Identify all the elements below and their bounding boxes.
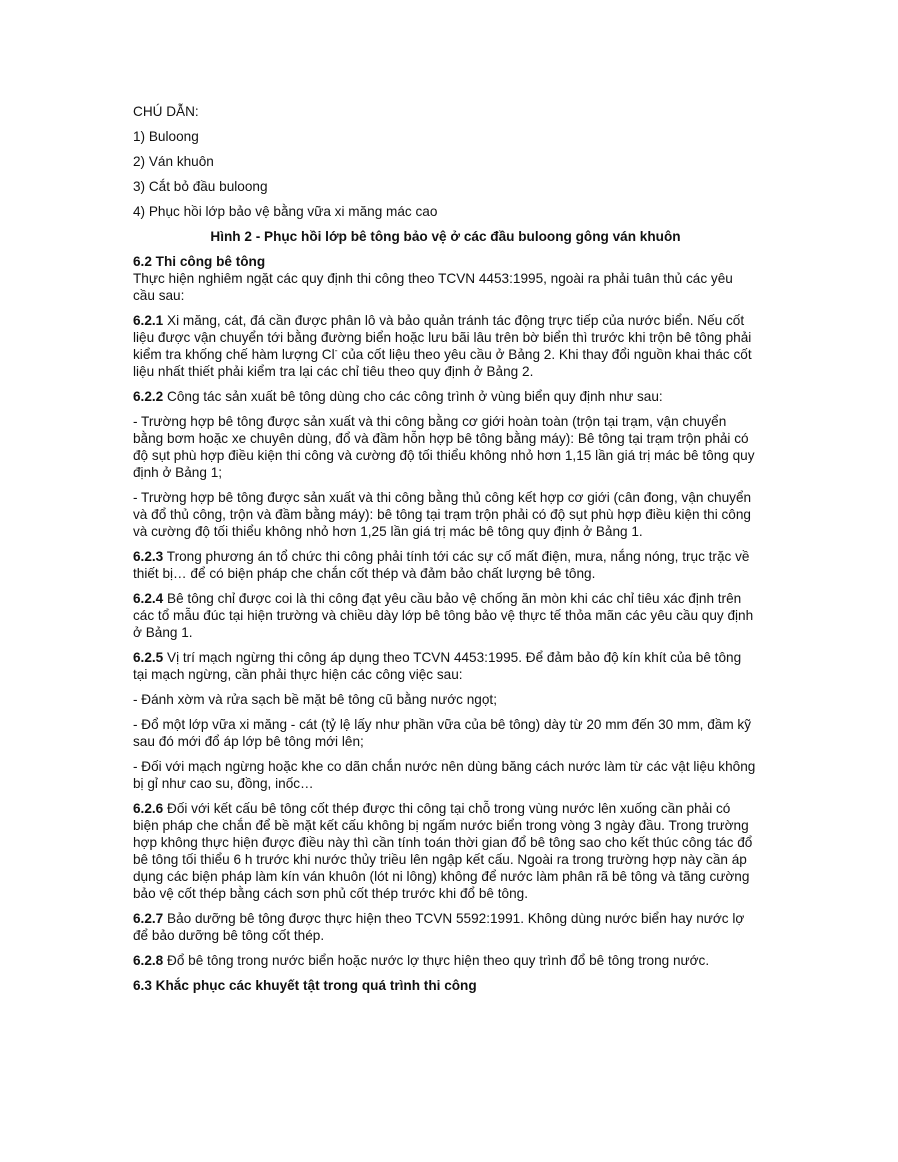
clause-text: Đối với kết cấu bê tông cốt thép được thi công tại chỗ trong vùng nước lên xuống cần phải có biện pháp che chắn để bề mặt kết cấu không bị ngấm nước biển trong vòng 3 ngày đầu. Trong trường hợp không thực hiện được điều này thì cần tính toán thời gian đổ bê tông sao cho kết thúc công tác đổ bê tông tối thiểu 6 h trước khi nước thủy triều lên ngập kết cấu. Ngoài ra trong trường hợp này cần áp dụng các biện pháp làm kín ván khuôn (lót ni lông) không để nước làm phân rã bê tông và tăng cường bảo vệ cốt thép bằng cách sơn phủ cốt thép trước khi đổ bê tông. bbox=[133, 801, 753, 901]
paragraph-6-2-4 bbox=[133, 590, 758, 641]
legend-item-3: 3) Cắt bỏ đầu buloong bbox=[133, 179, 268, 194]
legend-title: CHÚ DẪN: bbox=[133, 104, 199, 119]
clause-text: Đổ bê tông trong nước biển hoặc nước lợ thực hiện theo quy trình đổ bê tông trong nước. bbox=[163, 953, 710, 968]
clause-text: Bê tông chỉ được coi là thi công đạt yêu cầu bảo vệ chống ăn mòn khi các chỉ tiêu xác định trên các tổ mẫu đúc tại hiện trường và chiều dày lớp bê tông bảo vệ thực tế thỏa mãn các yêu cầu quy định ở Bảng 1. bbox=[133, 591, 754, 640]
clause-number: 6.2.7 bbox=[133, 911, 164, 926]
clause-text: Xi măng, cát, đá cần được phân lô và bảo quản tránh tác động trực tiếp của nước biển. Nếu cốt liệu được vận chuyển tới bằng đường biển hoặc lưu bãi lâu trên bờ biển thì trước khi trộn bê tông phải kiểm tra khống chế hàm lượng Cl bbox=[133, 313, 752, 362]
bullet-6-2-2-a: - Trường hợp bê tông được sản xuất và thi công bằng cơ giới hoàn toàn (trộn tại trạm, vận chuyển bằng bơm hoặc xe chuyên dùng, đổ và đầm hỗn hợp bê tông bằng máy): Bê tông tại trạm trộn phải có độ sụt phù hợp điều kiện thi công và cường độ tối thiểu không nhỏ hơn 1,15 lần giá trị mác bê tông quy định ở Bảng 1; bbox=[133, 414, 755, 480]
paragraph-6-2-7 bbox=[133, 910, 758, 944]
bullet-6-2-5-b: - Đổ một lớp vữa xi măng - cát (tỷ lệ lấy như phần vữa của bê tông) dày từ 20 mm đến 30 mm, đầm kỹ sau đó mới đổ áp lớp bê tông mới lên; bbox=[133, 717, 752, 749]
clause-text: Trong phương án tổ chức thi công phải tính tới các sự cố mất điện, mưa, nắng nóng, trục trặc về thiết bị… để có biện pháp che chắn cốt thép và đảm bảo chất lượng bê tông. bbox=[133, 549, 750, 581]
paragraph-6-2-1 bbox=[133, 312, 758, 380]
clause-text: Bảo dưỡng bê tông được thực hiện theo TCVN 5592:1991. Không dùng nước biển hay nước lợ để bảo dưỡng bê tông cốt thép. bbox=[133, 911, 745, 943]
clause-number: 6.2.3 bbox=[133, 549, 164, 564]
legend-item-4: 4) Phục hồi lớp bảo vệ bằng vữa xi măng mác cao bbox=[133, 204, 438, 219]
clause-number: 6.2.6 bbox=[133, 801, 164, 816]
chloride-superscript: - bbox=[334, 345, 338, 356]
section-6-2-heading: 6.2 Thi công bê tông bbox=[133, 254, 266, 269]
bullet-6-2-5-a: - Đánh xờm và rửa sạch bề mặt bê tông cũ bằng nước ngọt; bbox=[133, 692, 497, 707]
clause-number: 6.2.1 bbox=[133, 313, 164, 328]
section-6-2-intro: Thực hiện nghiêm ngặt các quy định thi công theo TCVN 4453:1995, ngoài ra phải tuân thủ các yêu cầu sau: bbox=[133, 271, 733, 303]
paragraph-6-2-5 bbox=[133, 649, 758, 683]
clause-text: Vị trí mạch ngừng thi công áp dụng theo TCVN 4453:1995. Để đảm bảo độ kín khít của bê tông tại mạch ngừng, cần phải thực hiện các công việc sau: bbox=[133, 650, 742, 682]
clause-text-continued: của cốt liệu theo yêu cầu ở Bảng 2. Khi thay đổi nguồn khai thác cốt liệu nhất thiết phải kiểm tra lại các chỉ tiêu theo quy định ở Bảng 2. bbox=[133, 347, 752, 379]
paragraph-6-2-8 bbox=[133, 952, 758, 969]
clause-number: 6.2.5 bbox=[133, 650, 164, 665]
paragraph-6-2-3 bbox=[133, 548, 758, 582]
clause-text: Công tác sản xuất bê tông dùng cho các công trình ở vùng biển quy định như sau: bbox=[163, 389, 663, 404]
paragraph-6-2-2 bbox=[133, 388, 758, 405]
legend-item-1: 1) Buloong bbox=[133, 129, 199, 144]
clause-number: 6.2.8 bbox=[133, 953, 164, 968]
section-6-3-heading: 6.3 Khắc phục các khuyết tật trong quá trình thi công bbox=[133, 978, 477, 993]
figure-caption: Hình 2 - Phục hồi lớp bê tông bảo vệ ở các đầu buloong gông ván khuôn bbox=[210, 229, 681, 244]
clause-number: 6.2.2 bbox=[133, 389, 164, 404]
legend-item-2: 2) Ván khuôn bbox=[133, 154, 214, 169]
bullet-6-2-5-c: - Đối với mạch ngừng hoặc khe co dãn chắn nước nên dùng băng cách nước làm từ các vật liệu không bị gỉ như cao su, đồng, inốc… bbox=[133, 759, 756, 791]
paragraph-6-2-6 bbox=[133, 800, 758, 902]
clause-number: 6.2.4 bbox=[133, 591, 164, 606]
bullet-6-2-2-b: - Trường hợp bê tông được sản xuất và thi công bằng thủ công kết hợp cơ giới (cân đong, vận chuyển và đổ thủ công, trộn và đầm bằng máy): bê tông tại trạm trộn phải có độ sụt phù hợp điều kiện thi công và cường độ tối thiểu không nhỏ hơn 1,25 lần giá trị mác bê tông quy định ở Bảng 1. bbox=[133, 490, 752, 539]
